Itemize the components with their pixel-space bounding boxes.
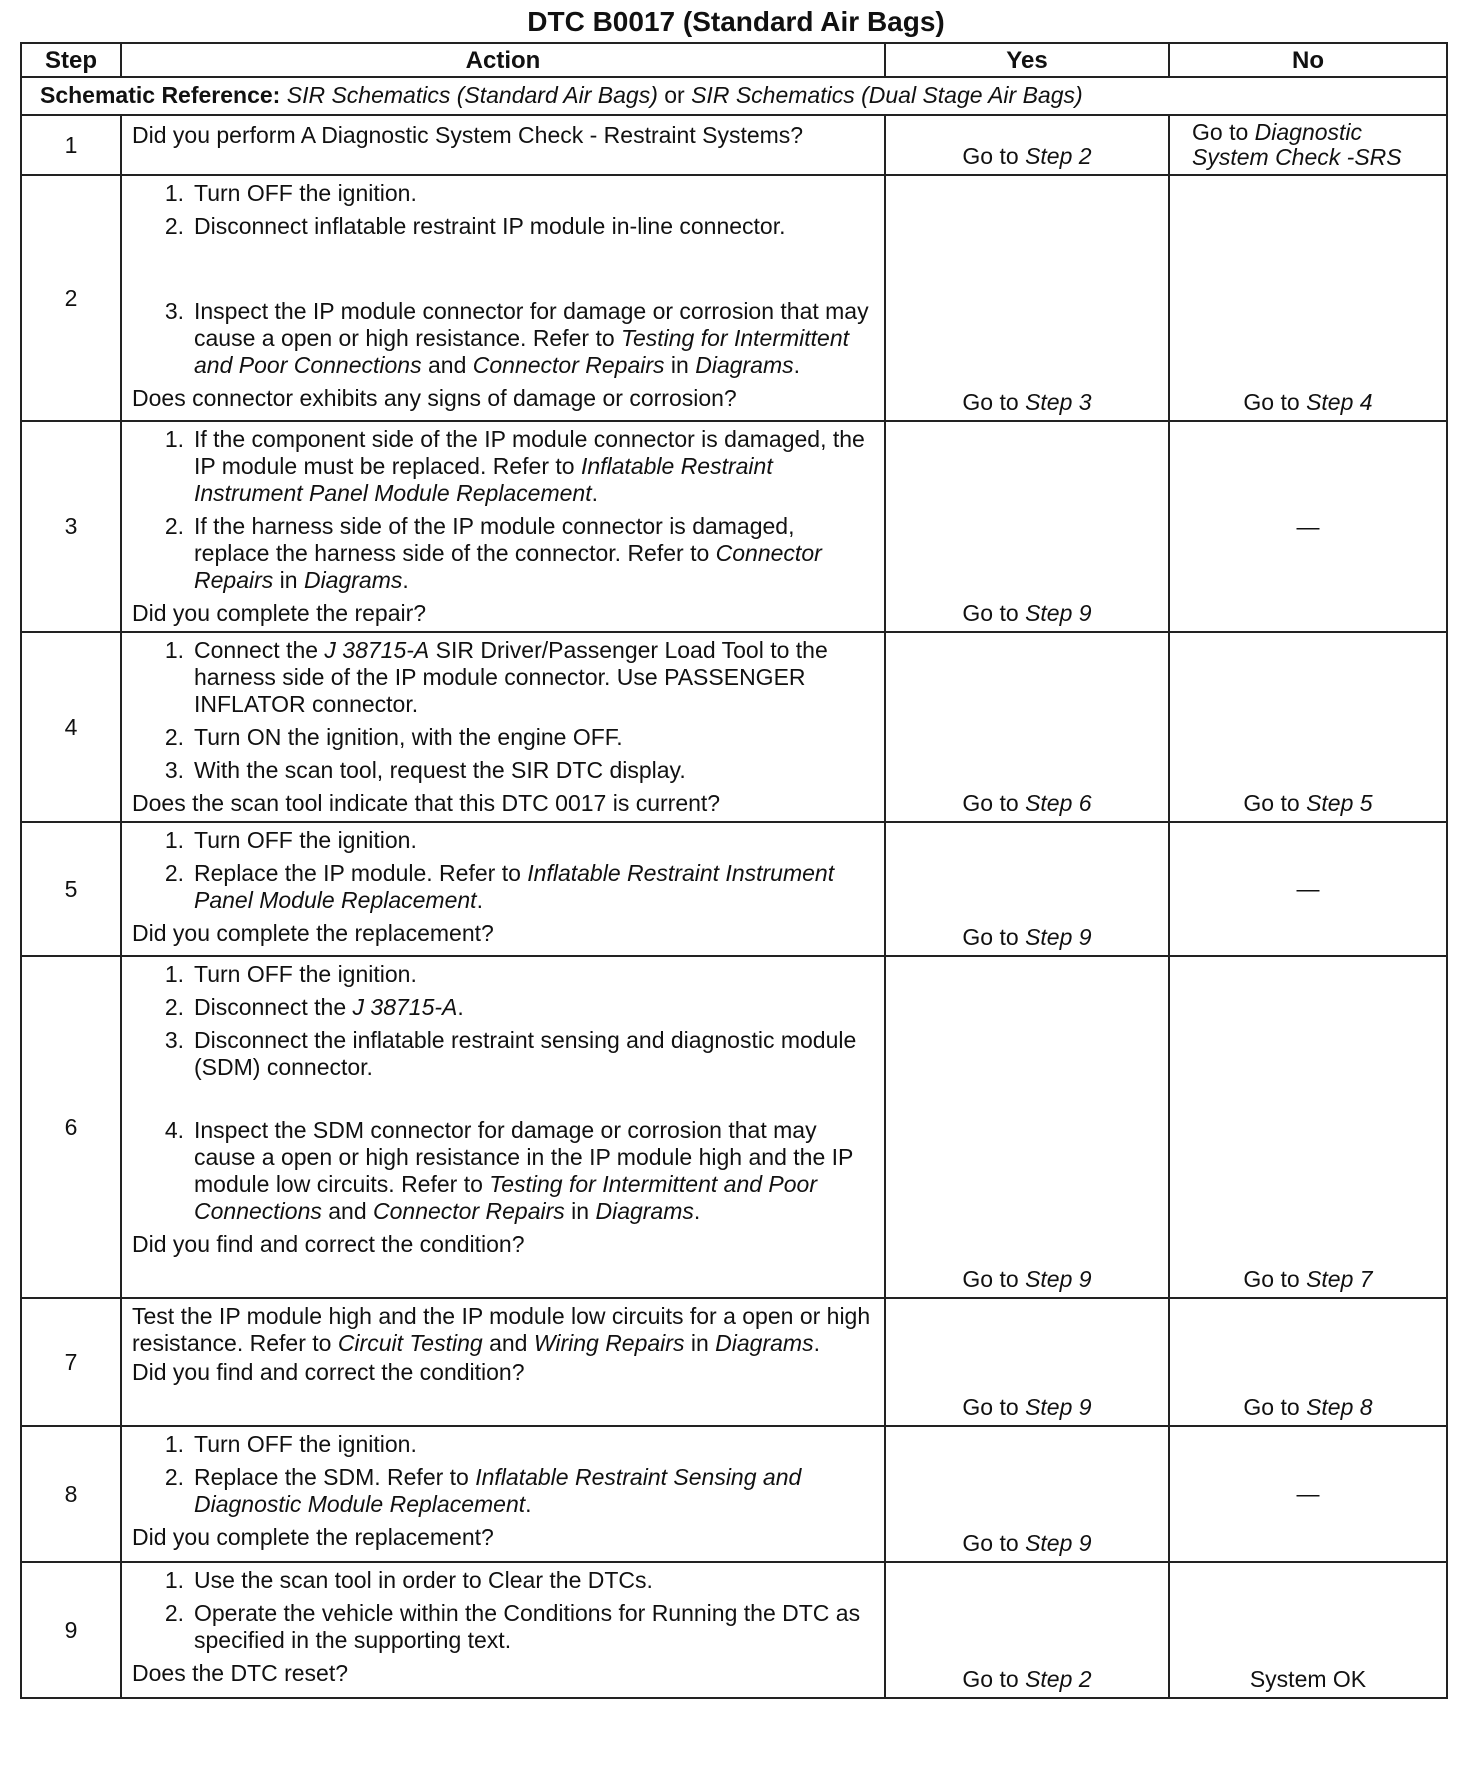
yes-cell: Go to Step 9 — [885, 1426, 1169, 1562]
yes-cell: Go to Step 9 — [885, 1298, 1169, 1426]
step-question: Does the DTC reset? — [132, 1660, 349, 1686]
goto-link[interactable]: Step 9 — [1025, 924, 1092, 950]
no-cell: Go to Diagnostic System Check -SRS — [1169, 115, 1447, 175]
ref-link[interactable]: Diagrams — [695, 352, 794, 378]
no-cell: Go to Step 5 — [1169, 632, 1447, 822]
reference-link-standard[interactable]: SIR Schematics (Standard Air Bags) — [286, 82, 658, 108]
action-cell — [121, 421, 885, 632]
header-step: Step — [21, 43, 121, 77]
list-item: 2. Replace the IP module. Refer to Inflatable Restraint Instrument Panel Module Replacement. — [164, 860, 835, 913]
step-question: Did you complete the replacement? — [132, 920, 494, 946]
goto-link[interactable]: Step 2 — [1025, 1666, 1092, 1692]
reference-or: or — [664, 82, 685, 108]
ref-link[interactable]: Inflatable Restraint Instrument Panel Module Replacement — [194, 860, 835, 913]
list-item: 2. Operate the vehicle within the Conditions for Running the DTC as specified in the supporting text. — [164, 1600, 861, 1653]
ref-link[interactable]: Diagrams — [595, 1198, 694, 1224]
ref-link[interactable]: Inflatable Restraint Instrument Panel Module Replacement — [194, 453, 773, 506]
system-ok-text: System OK — [1249, 1666, 1367, 1692]
ref-link[interactable]: Circuit Testing — [337, 1330, 483, 1356]
goto-link[interactable]: Step 5 — [1306, 790, 1373, 816]
step-number: 9 — [21, 1562, 121, 1698]
list-item: 2. If the harness side of the IP module connector is damaged, replace the harness side of the connector. Refer to Connector Repairs in Diagrams. — [164, 513, 822, 593]
step-number: 1 — [21, 115, 121, 175]
table-row — [21, 1562, 1447, 1698]
list-item: 1. Turn OFF the ignition. — [164, 180, 417, 206]
list-item: 3. Disconnect the inflatable restraint sensing and diagnostic module (SDM) connector. — [164, 1027, 857, 1080]
no-action-dash: — — [1296, 875, 1320, 902]
list-item: 3. Inspect the IP module connector for damage or corrosion that may cause a open or high resistance. Refer to Testing for Intermittent and Poor Connections and Connector Repairs in Diagrams. — [164, 298, 869, 378]
goto-link[interactable]: Step 6 — [1025, 790, 1092, 816]
table-row — [21, 956, 1447, 1298]
list-item: 2. Disconnect inflatable restraint IP module in-line connector. — [164, 213, 786, 239]
no-cell — [1169, 1426, 1447, 1562]
action-cell — [121, 632, 885, 822]
action-cell — [121, 1298, 885, 1426]
diagnostic-table — [20, 42, 1448, 1699]
table-row — [21, 421, 1447, 632]
ref-link[interactable]: Diagrams — [303, 567, 403, 593]
step-question: Did you find and correct the condition? — [132, 1359, 525, 1385]
list-item: 2. Disconnect the J 38715-A. — [164, 994, 464, 1020]
step-question: Does the scan tool indicate that this DTC 0017 is current? — [132, 790, 721, 816]
header-no: No — [1169, 43, 1447, 77]
ref-link[interactable]: J 38715-A — [324, 637, 430, 663]
goto-link[interactable]: Step 2 — [1025, 143, 1092, 169]
yes-cell: Go to Step 2 — [885, 1562, 1169, 1698]
action-cell — [121, 115, 885, 175]
list-item: 1. Turn OFF the ignition. — [164, 827, 417, 853]
no-action-dash: — — [1296, 1480, 1320, 1507]
header-row — [21, 43, 1447, 77]
no-cell — [1169, 421, 1447, 632]
reference-link-dual[interactable]: SIR Schematics (Dual Stage Air Bags) — [691, 82, 1083, 108]
ref-link[interactable]: Connector Repairs — [472, 352, 665, 378]
goto-link[interactable]: Step 9 — [1025, 1394, 1092, 1420]
goto-link[interactable]: Diagnostic System Check -SRS — [1192, 119, 1402, 170]
table-row — [21, 1426, 1447, 1562]
reference-label: Schematic Reference: — [40, 82, 281, 108]
step-question: Did you find and correct the condition? — [132, 1231, 525, 1257]
action-cell — [121, 956, 885, 1298]
step-number: 3 — [21, 421, 121, 632]
ref-link[interactable]: Connector Repairs — [194, 540, 822, 593]
list-item: 4. Inspect the SDM connector for damage or corrosion that may cause a open or high resistance in the IP module high and the IP module low circuits. Refer to Testing for Intermittent and Poor Connections and Connector Repairs in Diagrams. — [164, 1117, 853, 1224]
goto-link[interactable]: Step 4 — [1306, 389, 1373, 415]
no-cell: Go to Step 4 — [1169, 175, 1447, 421]
step-number: 2 — [21, 175, 121, 421]
action-cell — [121, 822, 885, 956]
table-row — [21, 115, 1447, 175]
list-item: 3. With the scan tool, request the SIR DTC display. — [164, 757, 686, 783]
schematic-reference — [21, 77, 1447, 115]
yes-cell: Go to Step 6 — [885, 632, 1169, 822]
step-number: 8 — [21, 1426, 121, 1562]
schematic-reference-row — [21, 77, 1447, 115]
table-row — [21, 175, 1447, 421]
no-action-dash: — — [1296, 513, 1320, 539]
list-item: 1. Connect the J 38715-A SIR Driver/Passenger Load Tool to the harness side of the IP module connector. Use PASSENGER INFLATOR connector. — [164, 637, 828, 717]
yes-cell: Go to Step 9 — [885, 956, 1169, 1298]
step-number: 4 — [21, 632, 121, 822]
ref-link[interactable]: Inflatable Restraint Sensing and Diagnostic Module Replacement — [194, 1464, 802, 1517]
header-action: Action — [121, 43, 885, 77]
step-question: Did you perform A Diagnostic System Check - Restraint Systems? — [132, 122, 804, 148]
list-item: 1. Use the scan tool in order to Clear the DTCs. — [164, 1567, 653, 1593]
step-instruction: Test the IP module high and the IP module low circuits for a open or high resistance. Refer to Circuit Testing and Wiring Repairs in Diagrams. — [132, 1303, 871, 1356]
goto-link[interactable]: Step 9 — [1025, 600, 1092, 626]
ref-link[interactable]: Connector Repairs — [373, 1198, 565, 1224]
step-question: Did you complete the repair? — [132, 600, 427, 626]
step-question: Does connector exhibits any signs of damage or corrosion? — [132, 385, 737, 411]
yes-cell: Go to Step 9 — [885, 421, 1169, 632]
ref-link[interactable]: Wiring Repairs — [533, 1330, 685, 1356]
yes-cell: Go to Step 3 — [885, 175, 1169, 421]
no-cell — [1169, 822, 1447, 956]
yes-cell: Go to Step 9 — [885, 822, 1169, 956]
no-cell: Go to Step 7 — [1169, 956, 1447, 1298]
no-cell: Go to Step 8 — [1169, 1298, 1447, 1426]
ref-link[interactable]: J 38715-A — [352, 994, 458, 1020]
step-number: 5 — [21, 822, 121, 956]
list-item: 1. Turn OFF the ignition. — [164, 1431, 417, 1457]
action-cell — [121, 1562, 885, 1698]
header-yes: Yes — [885, 43, 1169, 77]
step-number: 7 — [21, 1298, 121, 1426]
list-item: 2. Turn ON the ignition, with the engine OFF. — [164, 724, 623, 750]
list-item: 2. Replace the SDM. Refer to Inflatable Restraint Sensing and Diagnostic Module Replacement. — [164, 1464, 802, 1517]
yes-cell: Go to Step 2 — [885, 115, 1169, 175]
table-row — [21, 632, 1447, 822]
ref-link[interactable]: Diagrams — [715, 1330, 814, 1356]
table-row — [21, 822, 1447, 956]
goto-link[interactable]: Step 8 — [1306, 1394, 1373, 1420]
step-question: Did you complete the replacement? — [132, 1524, 494, 1550]
action-cell — [121, 175, 885, 421]
step-number: 6 — [21, 956, 121, 1298]
goto-link[interactable]: Step 9 — [1025, 1266, 1092, 1292]
no-cell — [1169, 1562, 1447, 1698]
goto-link[interactable]: Step 7 — [1306, 1266, 1373, 1292]
action-cell — [121, 1426, 885, 1562]
table-row — [21, 1298, 1447, 1426]
goto-link[interactable]: Step 9 — [1025, 1530, 1092, 1556]
page-title: DTC B0017 (Standard Air Bags) — [527, 6, 945, 37]
ref-link[interactable]: Testing for Intermittent and Poor Connections — [194, 1171, 817, 1224]
ref-link[interactable]: Testing for Intermittent and Poor Connections — [194, 325, 850, 378]
list-item: 1. If the component side of the IP module connector is damaged, the IP module must be replaced. Refer to Inflatable Restraint Instrument Panel Module Replacement. — [164, 426, 865, 506]
goto-link[interactable]: Step 3 — [1025, 389, 1092, 415]
list-item: 1. Turn OFF the ignition. — [164, 961, 417, 987]
